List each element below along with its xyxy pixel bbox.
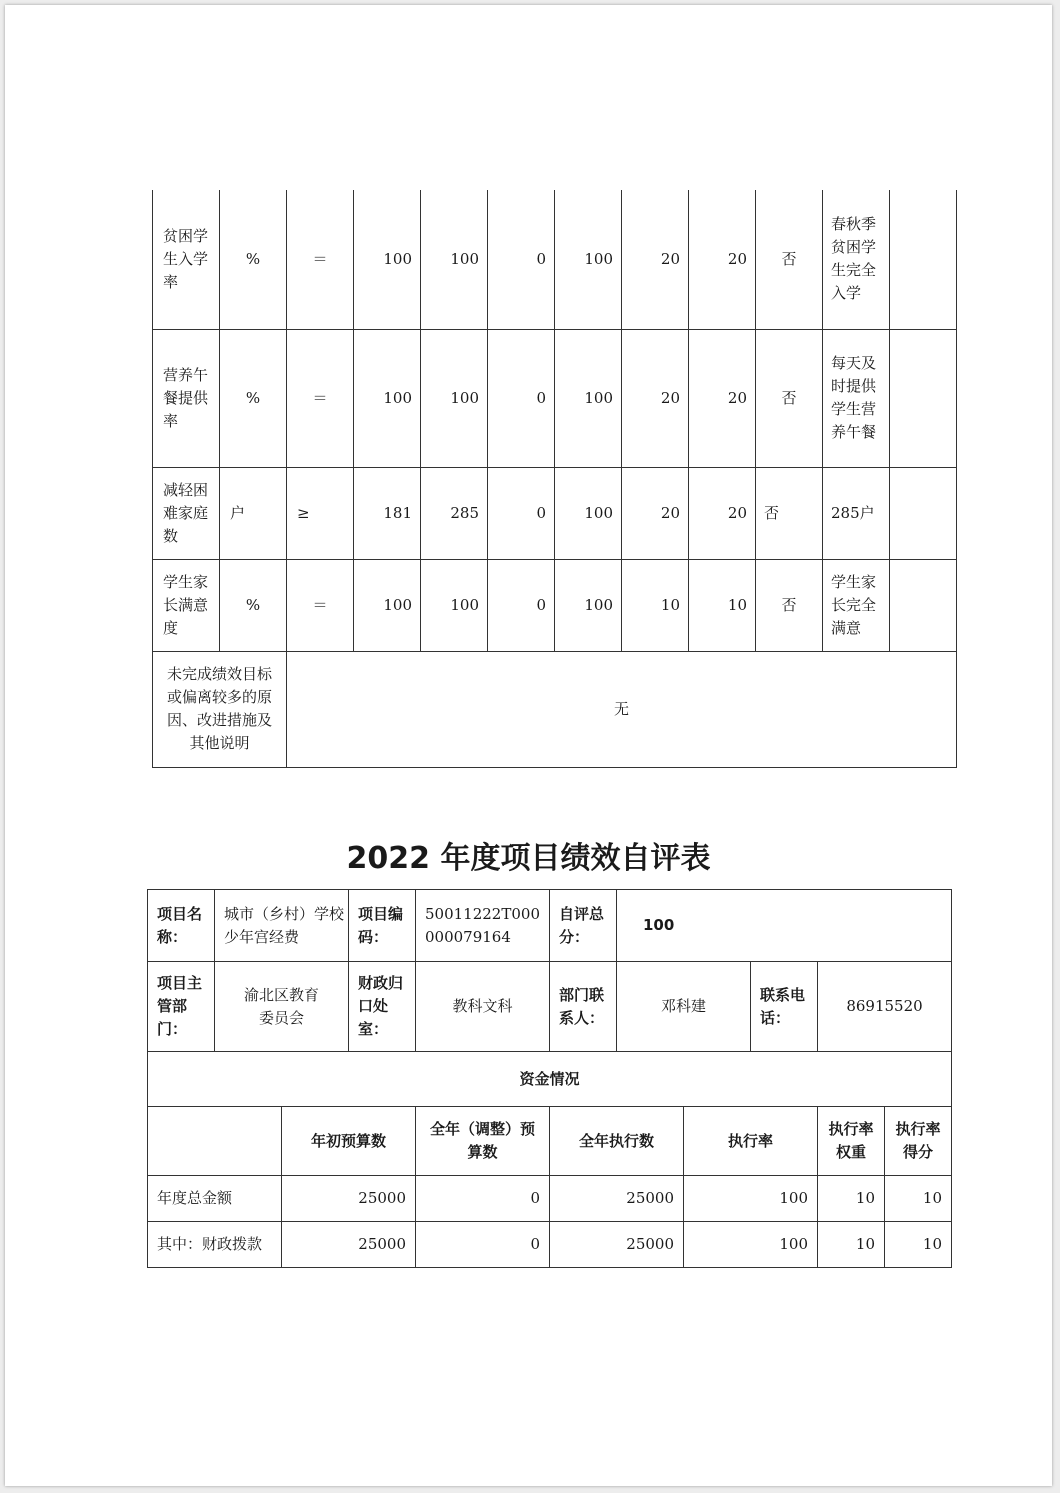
indicator-deviation: 0 xyxy=(488,559,555,651)
indicator-actual: 100 xyxy=(421,559,488,651)
funds-budget-value: 25000 xyxy=(282,1176,416,1222)
indicator-score: 20 xyxy=(689,467,756,559)
contact-value: 邓科建 xyxy=(617,962,751,1052)
indicator-unit: 户 xyxy=(220,467,287,559)
indicator-flag: 否 xyxy=(756,190,823,329)
finance-office-label: 财政归口处室： xyxy=(349,962,416,1052)
indicator-target: 181 xyxy=(354,467,421,559)
finance-office-value: 教科文科 xyxy=(416,962,550,1052)
indicator-weight: 20 xyxy=(622,467,689,559)
funds-col-blank xyxy=(148,1107,282,1176)
indicator-target: 100 xyxy=(354,329,421,467)
funds-row-label: 其中：财政拨款 xyxy=(148,1222,282,1268)
indicator-flag: 否 xyxy=(756,329,823,467)
indicator-completion: 100 xyxy=(555,329,622,467)
funds-weight-value: 10 xyxy=(818,1176,885,1222)
funds-budget-value: 25000 xyxy=(282,1222,416,1268)
funds-row-label: 年度总金额 xyxy=(148,1176,282,1222)
indicator-operator: ＝ xyxy=(287,190,354,329)
funds-col-executed: 全年执行数 xyxy=(550,1107,684,1176)
indicator-remark xyxy=(890,329,957,467)
indicator-actual: 100 xyxy=(421,329,488,467)
indicator-remark xyxy=(890,190,957,329)
indicator-name: 贫困学生入学率 xyxy=(153,190,220,329)
explanation-label: 未完成绩效目标或偏离较多的原因、改进措施及其他说明 xyxy=(153,651,287,767)
funds-adjusted-value: 0 xyxy=(416,1176,550,1222)
contact-label: 部门联系人： xyxy=(550,962,617,1052)
funds-executed-value: 25000 xyxy=(550,1222,684,1268)
indicator-score: 20 xyxy=(689,329,756,467)
project-name-value: 城市（乡村）学校少年宫经费 xyxy=(215,890,349,962)
indicator-flag: 否 xyxy=(756,559,823,651)
table-row xyxy=(153,329,957,467)
table-row xyxy=(153,559,957,651)
funds-executed-value: 25000 xyxy=(550,1176,684,1222)
funds-rate-value: 100 xyxy=(684,1176,818,1222)
indicator-weight: 20 xyxy=(622,329,689,467)
funds-col-weight: 执行率权重 xyxy=(818,1107,885,1176)
project-performance-table xyxy=(147,889,952,1107)
self-score-label: 自评总分： xyxy=(550,890,617,962)
self-score-value: 100 xyxy=(617,890,952,962)
table-row xyxy=(153,190,957,329)
phone-value: 86915520 xyxy=(818,962,952,1052)
indicator-operator: ≥ xyxy=(287,467,354,559)
indicator-score: 10 xyxy=(689,559,756,651)
indicator-completion: 100 xyxy=(555,190,622,329)
funds-adjusted-value: 0 xyxy=(416,1222,550,1268)
project-info-row xyxy=(148,890,952,962)
indicator-completion: 100 xyxy=(555,467,622,559)
indicator-flag: 否 xyxy=(756,467,823,559)
dept-label: 项目主管部门： xyxy=(148,962,215,1052)
indicator-unit: % xyxy=(220,190,287,329)
indicator-note: 每天及时提供学生营养午餐 xyxy=(823,329,890,467)
document-page xyxy=(5,5,1052,1486)
indicator-unit: % xyxy=(220,329,287,467)
indicator-name: 营养午餐提供率 xyxy=(153,329,220,467)
explanation-row xyxy=(153,651,957,767)
funds-col-budget: 年初预算数 xyxy=(282,1107,416,1176)
funds-section-title: 资金情况 xyxy=(148,1052,952,1107)
project-dept-row xyxy=(148,962,952,1052)
funds-row-total xyxy=(148,1176,952,1222)
funds-score-value: 10 xyxy=(885,1222,952,1268)
indicator-completion: 100 xyxy=(555,559,622,651)
indicator-name: 学生家长满意度 xyxy=(153,559,220,651)
funds-detail-table xyxy=(147,1106,952,1268)
performance-indicator-table xyxy=(152,190,957,768)
indicator-weight: 20 xyxy=(622,190,689,329)
indicator-unit: % xyxy=(220,559,287,651)
indicator-remark xyxy=(890,467,957,559)
funds-col-score: 执行率得分 xyxy=(885,1107,952,1176)
funds-row-fiscal xyxy=(148,1222,952,1268)
project-name-label: 项目名称： xyxy=(148,890,215,962)
indicator-weight: 10 xyxy=(622,559,689,651)
indicator-remark xyxy=(890,559,957,651)
indicator-target: 100 xyxy=(354,190,421,329)
funds-score-value: 10 xyxy=(885,1176,952,1222)
funds-col-adjusted: 全年（调整）预算数 xyxy=(416,1107,550,1176)
indicator-name: 减轻困难家庭数 xyxy=(153,467,220,559)
funds-col-rate: 执行率 xyxy=(684,1107,818,1176)
indicator-note: 285户 xyxy=(823,467,890,559)
funds-section-row xyxy=(148,1052,952,1107)
phone-label: 联系电话： xyxy=(751,962,818,1052)
indicator-note: 学生家长完全满意 xyxy=(823,559,890,651)
project-code-value: 50011222T000000079164 xyxy=(416,890,550,962)
funds-rate-value: 100 xyxy=(684,1222,818,1268)
funds-weight-value: 10 xyxy=(818,1222,885,1268)
indicator-actual: 100 xyxy=(421,190,488,329)
table-row xyxy=(153,467,957,559)
explanation-value: 无 xyxy=(287,651,957,767)
dept-value: 渝北区教育委员会 xyxy=(215,962,349,1052)
funds-header-row-2 xyxy=(148,1107,952,1176)
indicator-operator: ＝ xyxy=(287,559,354,651)
form-title: 2022 年度项目绩效自评表 xyxy=(346,841,711,876)
indicator-deviation: 0 xyxy=(488,190,555,329)
indicator-deviation: 0 xyxy=(488,467,555,559)
indicator-operator: ＝ xyxy=(287,329,354,467)
indicator-actual: 285 xyxy=(421,467,488,559)
indicator-target: 100 xyxy=(354,559,421,651)
indicator-score: 20 xyxy=(689,190,756,329)
indicator-deviation: 0 xyxy=(488,329,555,467)
indicator-note: 春秋季贫困学生完全入学 xyxy=(823,190,890,329)
project-code-label: 项目编码： xyxy=(349,890,416,962)
